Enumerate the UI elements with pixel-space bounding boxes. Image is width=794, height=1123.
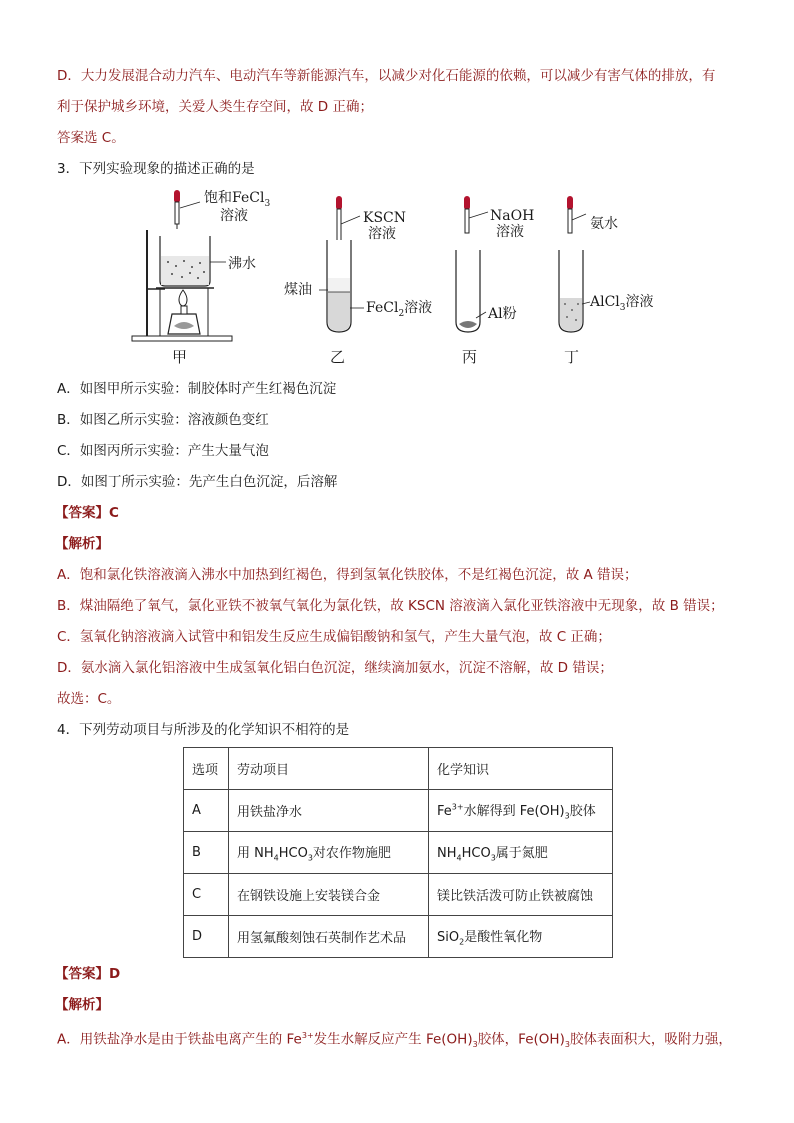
q3-analysis-a: A．饱和氯化铁溶液滴入沸水中加热到红褐色，得到氢氧化铁胶体，不是红褐色沉淀，故 A 错误； bbox=[57, 567, 638, 583]
q4-answer: 【答案】D bbox=[55, 966, 121, 982]
q3-conclusion: 故选：C。 bbox=[57, 691, 121, 707]
caption-jia: 甲 bbox=[172, 348, 188, 366]
ding-liquid-label: AlCl$_3$溶液 bbox=[590, 294, 654, 313]
q4-analysis-a: A．用铁盐净水是由于铁盐电离产生的 $Fe^{3+}$发生水解反应产生 $Fe(OH)_3$胶体，$Fe(OH)_3$胶体表面积大，吸附力强， bbox=[57, 1031, 732, 1050]
row-c-item: 在钢铁设施上安装镁合金 bbox=[229, 874, 429, 916]
q3-analysis-b: B．煤油隔绝了氧气，氯化亚铁不被氧气氧化为氯化铁，故 KSCN 溶液滴入氯化亚铁溶液中无现象，故 B 错误； bbox=[57, 598, 724, 614]
q3-answer: 【答案】C bbox=[55, 505, 119, 521]
jia-reagent-label: 饱和FeCl$_3$ bbox=[204, 190, 271, 209]
apparatus-ding bbox=[559, 196, 654, 366]
q4-analysis-label: 【解析】 bbox=[55, 997, 109, 1013]
row-d-item: 用氢氟酸刻蚀石英制作艺术品 bbox=[229, 916, 429, 958]
row-c-knowledge: 镁比铁活泼可防止铁被腐蚀 bbox=[429, 874, 613, 916]
header-option: 选项 bbox=[184, 748, 229, 790]
yi-oil-label: 煤油 bbox=[284, 282, 312, 298]
apparatus-bing bbox=[456, 196, 534, 366]
table-row bbox=[184, 916, 613, 958]
header-chem-knowledge: 化学知识 bbox=[429, 748, 613, 790]
q3-analysis-label: 【解析】 bbox=[55, 536, 109, 552]
row-d-option: D bbox=[184, 916, 229, 958]
row-b-knowledge: $NH_4HCO_3$属于氮肥 bbox=[429, 832, 613, 874]
prev-answer: 答案选 C。 bbox=[57, 130, 125, 146]
header-labor-item: 劳动项目 bbox=[229, 748, 429, 790]
yi-liquid-label: FeCl$_2$溶液 bbox=[366, 300, 433, 319]
q3-option-b: B．如图乙所示实验：溶液颜色变红 bbox=[57, 412, 269, 428]
row-a-option: A bbox=[184, 790, 229, 832]
row-a-knowledge: $Fe^{3+}$水解得到 $Fe(OH)_3$胶体 bbox=[429, 790, 613, 832]
yi-reagent-label: KSCN bbox=[363, 210, 407, 226]
row-b-option: B bbox=[184, 832, 229, 874]
q3-analysis-d: D．氨水滴入氯化铝溶液中生成氢氧化铝白色沉淀，继续滴加氨水，沉淀不溶解，故 D 错误； bbox=[57, 660, 613, 676]
jia-water-label: 沸水 bbox=[228, 256, 256, 272]
prev-option-d-line2: 利于保护城乡环境，关爱人类生存空间，故 D 正确； bbox=[57, 99, 373, 115]
row-c-option: C bbox=[184, 874, 229, 916]
ding-reagent-label: 氨水 bbox=[590, 216, 618, 232]
q3-option-a: A．如图甲所示实验：制胶体时产生红褐色沉淀 bbox=[57, 381, 337, 397]
bing-reagent-solution: 溶液 bbox=[496, 224, 524, 240]
table-header-row bbox=[184, 748, 613, 790]
row-b-item: 用 $NH_4HCO_3$对农作物施肥 bbox=[229, 832, 429, 874]
caption-ding: 丁 bbox=[564, 348, 580, 366]
q3-figure bbox=[120, 186, 680, 368]
q4-stem: 4．下列劳动项目与所涉及的化学知识不相符的是 bbox=[57, 722, 350, 738]
caption-yi: 乙 bbox=[330, 348, 346, 366]
bing-reagent-label: NaOH bbox=[490, 208, 535, 224]
q3-stem: 3．下列实验现象的描述正确的是 bbox=[57, 161, 255, 177]
yi-reagent-solution: 溶液 bbox=[368, 226, 396, 242]
q3-option-c: C．如图丙所示实验：产生大量气泡 bbox=[57, 443, 269, 459]
prev-option-d-line1: D．大力发展混合动力汽车、电动汽车等新能源汽车，以减少对化石能源的依赖，可以减少有害气体的排放，有 bbox=[57, 68, 716, 84]
table-row bbox=[184, 790, 613, 832]
bing-solid-label: Al粉 bbox=[488, 306, 517, 322]
apparatus-jia bbox=[132, 190, 270, 366]
caption-bing: 丙 bbox=[462, 348, 478, 366]
row-d-knowledge: SiO$_2$是酸性氧化物 bbox=[429, 916, 613, 958]
apparatus-yi bbox=[284, 196, 432, 366]
table-row bbox=[184, 874, 613, 916]
q3-analysis-c: C．氢氧化钠溶液滴入试管中和铝发生反应生成偏铝酸钠和氢气，产生大量气泡，故 C 正确； bbox=[57, 629, 611, 645]
q3-option-d: D．如图丁所示实验：先产生白色沉淀，后溶解 bbox=[57, 474, 338, 490]
table-row bbox=[184, 832, 613, 874]
q4-table bbox=[183, 747, 613, 958]
jia-reagent-solution: 溶液 bbox=[220, 208, 248, 224]
row-a-item: 用铁盐净水 bbox=[229, 790, 429, 832]
